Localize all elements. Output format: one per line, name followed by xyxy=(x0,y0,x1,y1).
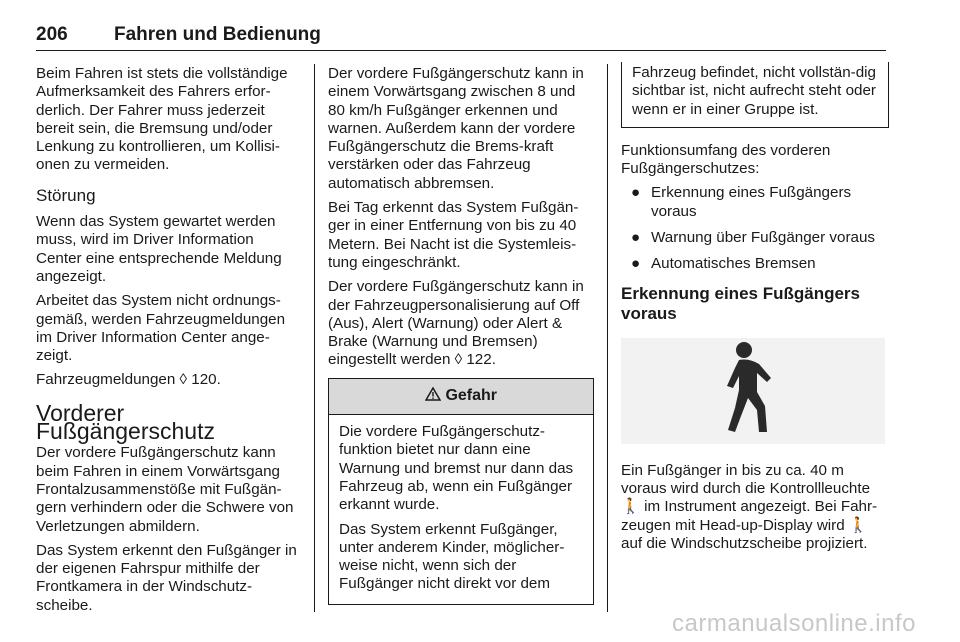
warning-text: Das System erkennt Fußgänger, unter anderem Kinder, möglicher-weise nicht, wenn sich der Fußgänger nicht direkt vor dem xyxy=(339,520,565,593)
paragraph: Der vordere Fußgängerschutz kann beim Fahren in einem Vorwärtsgang Frontalzusammenstöße mit Fußgän-gern verhindern oder die Schwere von Verletzungen abmildern. xyxy=(36,444,294,535)
main-heading: Vorderer Fußgängerschutz xyxy=(36,399,215,445)
paragraph: Beim Fahren ist stets die vollständige Aufmerksamkeit des Fahrers erfor-derlich. Der Fahrer muss jederzeit bereit sein, die Bremsung und/oder Lenkung zu kontrollieren, um Kollisi-onen zu vermeiden. xyxy=(36,65,288,174)
column-3 xyxy=(621,65,889,559)
page-header xyxy=(36,22,886,51)
pedestrian-figure xyxy=(621,338,885,444)
column-1 xyxy=(36,65,300,621)
paragraph: Der vordere Fußgängerschutz kann in einem Vorwärtsgang zwischen 8 und 80 km/h Fußgänger erkennen und warnen. Außerdem kann der vordere Fußgängerschutz die Brems-kraft verstärken oder das Fahrzeug automatisch abbremsen. xyxy=(328,65,584,192)
warning-text: Fahrzeug befindet, nicht vollstän-dig sichtbar ist, nicht aufrecht steht oder wenn er in einer Gruppe ist. xyxy=(632,64,876,118)
section-title: Fahren und Bedienung xyxy=(114,24,321,45)
paragraph: Arbeitet das System nicht ordnungs-gemäß, werden Fahrzeugmeldungen im Driver Information Center ange-zeigt. xyxy=(36,292,286,365)
paragraph: Ein Fußgänger in bis zu ca. 40 m voraus wird durch die Kontrollleuchte 🚶 im Instrument angezeigt. Bei Fahr-zeugen mit Head-up-Display wird 🚶 auf die Windschutzscheibe projiziert. xyxy=(621,461,878,552)
column-2 xyxy=(328,65,594,605)
list-item: ● Erkennung eines Fußgängers voraus xyxy=(631,184,852,220)
warning-box xyxy=(328,378,594,605)
paragraph: Der vordere Fußgängerschutz kann in der Fahrzeugpersonalisierung auf Off (Aus), Alert (Warnung) oder Alert & Brake (Warnung und Bremsen) eingestellt werden ◊ 122. xyxy=(328,278,584,369)
warning-text: Die vordere Fußgängerschutz-funktion bietet nur dann eine Warnung und bremst nur dann das Fahrzeug ab, wenn ein Fußgänger erkannt wurde. xyxy=(339,423,574,514)
list-item: ● Automatisches Bremsen xyxy=(631,255,816,273)
warning-header xyxy=(329,379,593,415)
watermark: carmanualsonline.info xyxy=(672,610,916,637)
cross-reference: Fahrzeugmeldungen ◊ 120. xyxy=(36,371,221,389)
column-divider xyxy=(607,64,608,612)
paragraph: Das System erkennt den Fußgänger in der eigenen Fahrspur mithilfe der Frontkamera in der Windschutz-scheibe. xyxy=(36,541,297,614)
warning-box-continued xyxy=(621,62,889,128)
warning-body xyxy=(329,415,593,604)
list-item: ● Warnung über Fußgänger voraus xyxy=(631,229,875,247)
paragraph: Bei Tag erkennt das System Fußgän-ger in einer Entfernung von bis zu 40 Metern. Bei Nacht ist die Systemleis-tung eingeschränkt. xyxy=(328,199,579,271)
subheading: Erkennung eines Fußgängers voraus xyxy=(621,283,860,323)
warning-title: Gefahr xyxy=(445,386,498,404)
column-divider xyxy=(314,64,315,612)
page-number: 206 xyxy=(36,24,68,45)
feature-list xyxy=(621,184,889,273)
paragraph: Funktionsumfang des vorderen Fußgängerschutzes: xyxy=(621,141,831,178)
paragraph: Wenn das System gewartet werden muss, wird im Driver Information Center eine entsprechende Meldung angezeigt. xyxy=(36,213,282,285)
heading-stoerung: Störung xyxy=(36,185,96,205)
warning-triangle-icon xyxy=(425,387,445,404)
pedestrian-icon xyxy=(723,340,783,441)
